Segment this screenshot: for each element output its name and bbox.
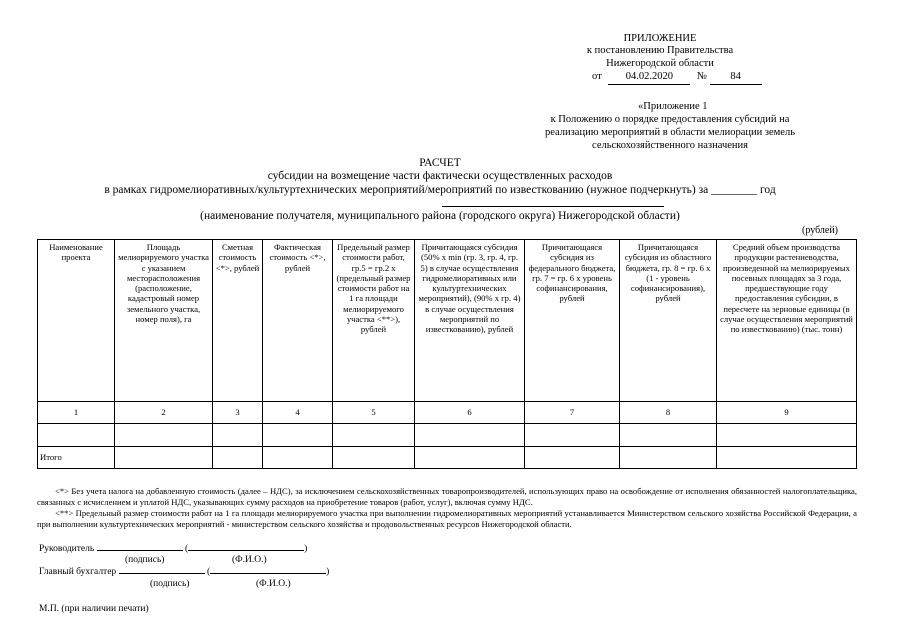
approval-line1: к постановлению Правительства <box>586 45 734 56</box>
table-cell <box>263 424 333 447</box>
table-cell <box>525 447 620 469</box>
header-cell: Предельный размер стоимости работ, гр.5 = гр.2 х (предельный размер стоимости работ на 1 га площади мелиорируемого участка <**>), рублей <box>333 240 415 402</box>
annex-line2: к Положению о порядке предоставления субсидий на <box>550 114 790 125</box>
column-number: 4 <box>263 402 333 424</box>
head-name-field <box>188 550 304 551</box>
table-cell <box>115 447 213 469</box>
document-title: РАСЧЕТ <box>419 157 461 169</box>
approval-number: 84 <box>710 71 762 85</box>
header-cell: Средний объем производства продукции растениеводства, произведенной на мелиорируемых посевных площадях за 3 года, предшествующие году предоставления субсидии, в пересчете на зерновые единицы (в случае осуществления мероприятий по известкованию) (тыс. тонн) <box>717 240 857 402</box>
table-cell <box>525 424 620 447</box>
column-number: 3 <box>213 402 263 424</box>
annex-line4: сельскохозяйственного назначения <box>592 140 748 151</box>
document-subtitle-period: в рамках гидромелиоративных/культуртехнических мероприятий/мероприятий по известкованию (нужное подчеркнуть) за ________ год <box>104 184 776 196</box>
units-label: (рублей) <box>802 225 839 236</box>
head-label: Руководитель <box>39 544 95 554</box>
header-cell: Причитающаяся субсидия из федерального бюджета, гр. 7 = гр. 6 х уровень софинансирования, рублей <box>525 240 620 402</box>
approval-number-label: № <box>696 71 707 82</box>
head-name-caption: (Ф.И.О.) <box>232 555 267 565</box>
table-row <box>38 424 857 447</box>
total-label: Итого <box>38 447 115 469</box>
header-cell: Фактическая стоимость <*>, рублей <box>263 240 333 402</box>
column-number: 1 <box>38 402 115 424</box>
header-cell: Наименование проекта <box>38 240 115 402</box>
annex-line3: реализацию мероприятий в области мелиорации земель <box>545 127 795 138</box>
table-cell <box>263 447 333 469</box>
table-cell <box>213 447 263 469</box>
column-number: 5 <box>333 402 415 424</box>
annex-line1: «Приложение 1 <box>638 101 708 112</box>
table-cell <box>333 424 415 447</box>
footnote-vat: <*> Без учета налога на добавленную стоимость (далее – НДС), за исключением сельскохозяйственных товаропроизводителей, использующих право на освобождение от исполнения обязанностей налогоплательщика, связанных с исчислением и уплатой НДС, указывающих сумму расходов на приобретение товаров (работ, услуг), включая сумму НДС. <box>37 486 857 507</box>
accountant-signature-field <box>119 573 205 574</box>
column-number-row <box>38 402 857 424</box>
accountant-label: Главный бухгалтер <box>39 567 117 577</box>
table-header-row <box>38 240 857 402</box>
head-signature-line: Руководитель ( ) <box>39 544 308 554</box>
header-cell: Причитающаяся субсидия из областного бюджета, гр. 8 = гр. 6 х (1 - уровень софинансирования), рублей <box>620 240 717 402</box>
stamp-label: М.П. (при наличии печати) <box>39 604 149 614</box>
approval-title: ПРИЛОЖЕНИЕ <box>623 33 697 44</box>
table-cell <box>333 447 415 469</box>
recipient-underline <box>442 206 664 207</box>
approval-date-line <box>592 71 792 85</box>
table-cell <box>415 424 525 447</box>
total-row <box>38 447 857 469</box>
table-cell <box>115 424 213 447</box>
column-number: 9 <box>717 402 857 424</box>
table-cell <box>213 424 263 447</box>
column-number: 8 <box>620 402 717 424</box>
table-cell <box>717 447 857 469</box>
table-cell <box>415 447 525 469</box>
approval-from-label: от <box>592 71 602 82</box>
accountant-signature-caption: (подпись) <box>150 579 190 589</box>
header-cell: Причитающаяся субсидия (50% х min (гр. 3, гр. 4, гр. 5) в случае осуществления гидромелиоративных или культуртехнических мероприятий), (90% х гр. 4) в случае осуществления мероприятий по известкованию), рублей <box>415 240 525 402</box>
column-number: 6 <box>415 402 525 424</box>
header-cell: Сметная стоимость <*>, рублей <box>213 240 263 402</box>
accountant-signature-line: Главный бухгалтер ( ) <box>39 567 330 577</box>
table-cell <box>620 424 717 447</box>
approval-line2: Нижегородской области <box>606 58 714 69</box>
recipient-caption: (наименование получателя, муниципального района (городского округа) Нижегородской области) <box>200 210 680 222</box>
column-number: 7 <box>525 402 620 424</box>
table-cell <box>38 424 115 447</box>
accountant-name-caption: (Ф.И.О.) <box>256 579 291 589</box>
table-cell <box>620 447 717 469</box>
head-signature-caption: (подпись) <box>125 555 165 565</box>
document-subtitle: субсидии на возмещение части фактически осуществленных расходов <box>267 170 613 182</box>
head-signature-field <box>97 550 183 551</box>
footnote-limit: <**> Предельный размер стоимости работ на 1 га площади мелиорируемого участка при выполнении гидромелиоративных мероприятий устанавливается Министерством сельского хозяйства Российской Федерации, а при выполнении культуртехнических мероприятий - министерством сельского хозяйства и продовольственных ресурсов Нижегородской области. <box>37 508 857 529</box>
approval-date: 04.02.2020 <box>608 71 690 85</box>
table-cell <box>717 424 857 447</box>
calculation-table <box>37 239 857 469</box>
header-cell: Площадь мелиорируемого участка с указанием месторасположения (расположение, кадастровый номер земельного участка, номер поля), га <box>115 240 213 402</box>
accountant-name-field <box>210 573 326 574</box>
column-number: 2 <box>115 402 213 424</box>
